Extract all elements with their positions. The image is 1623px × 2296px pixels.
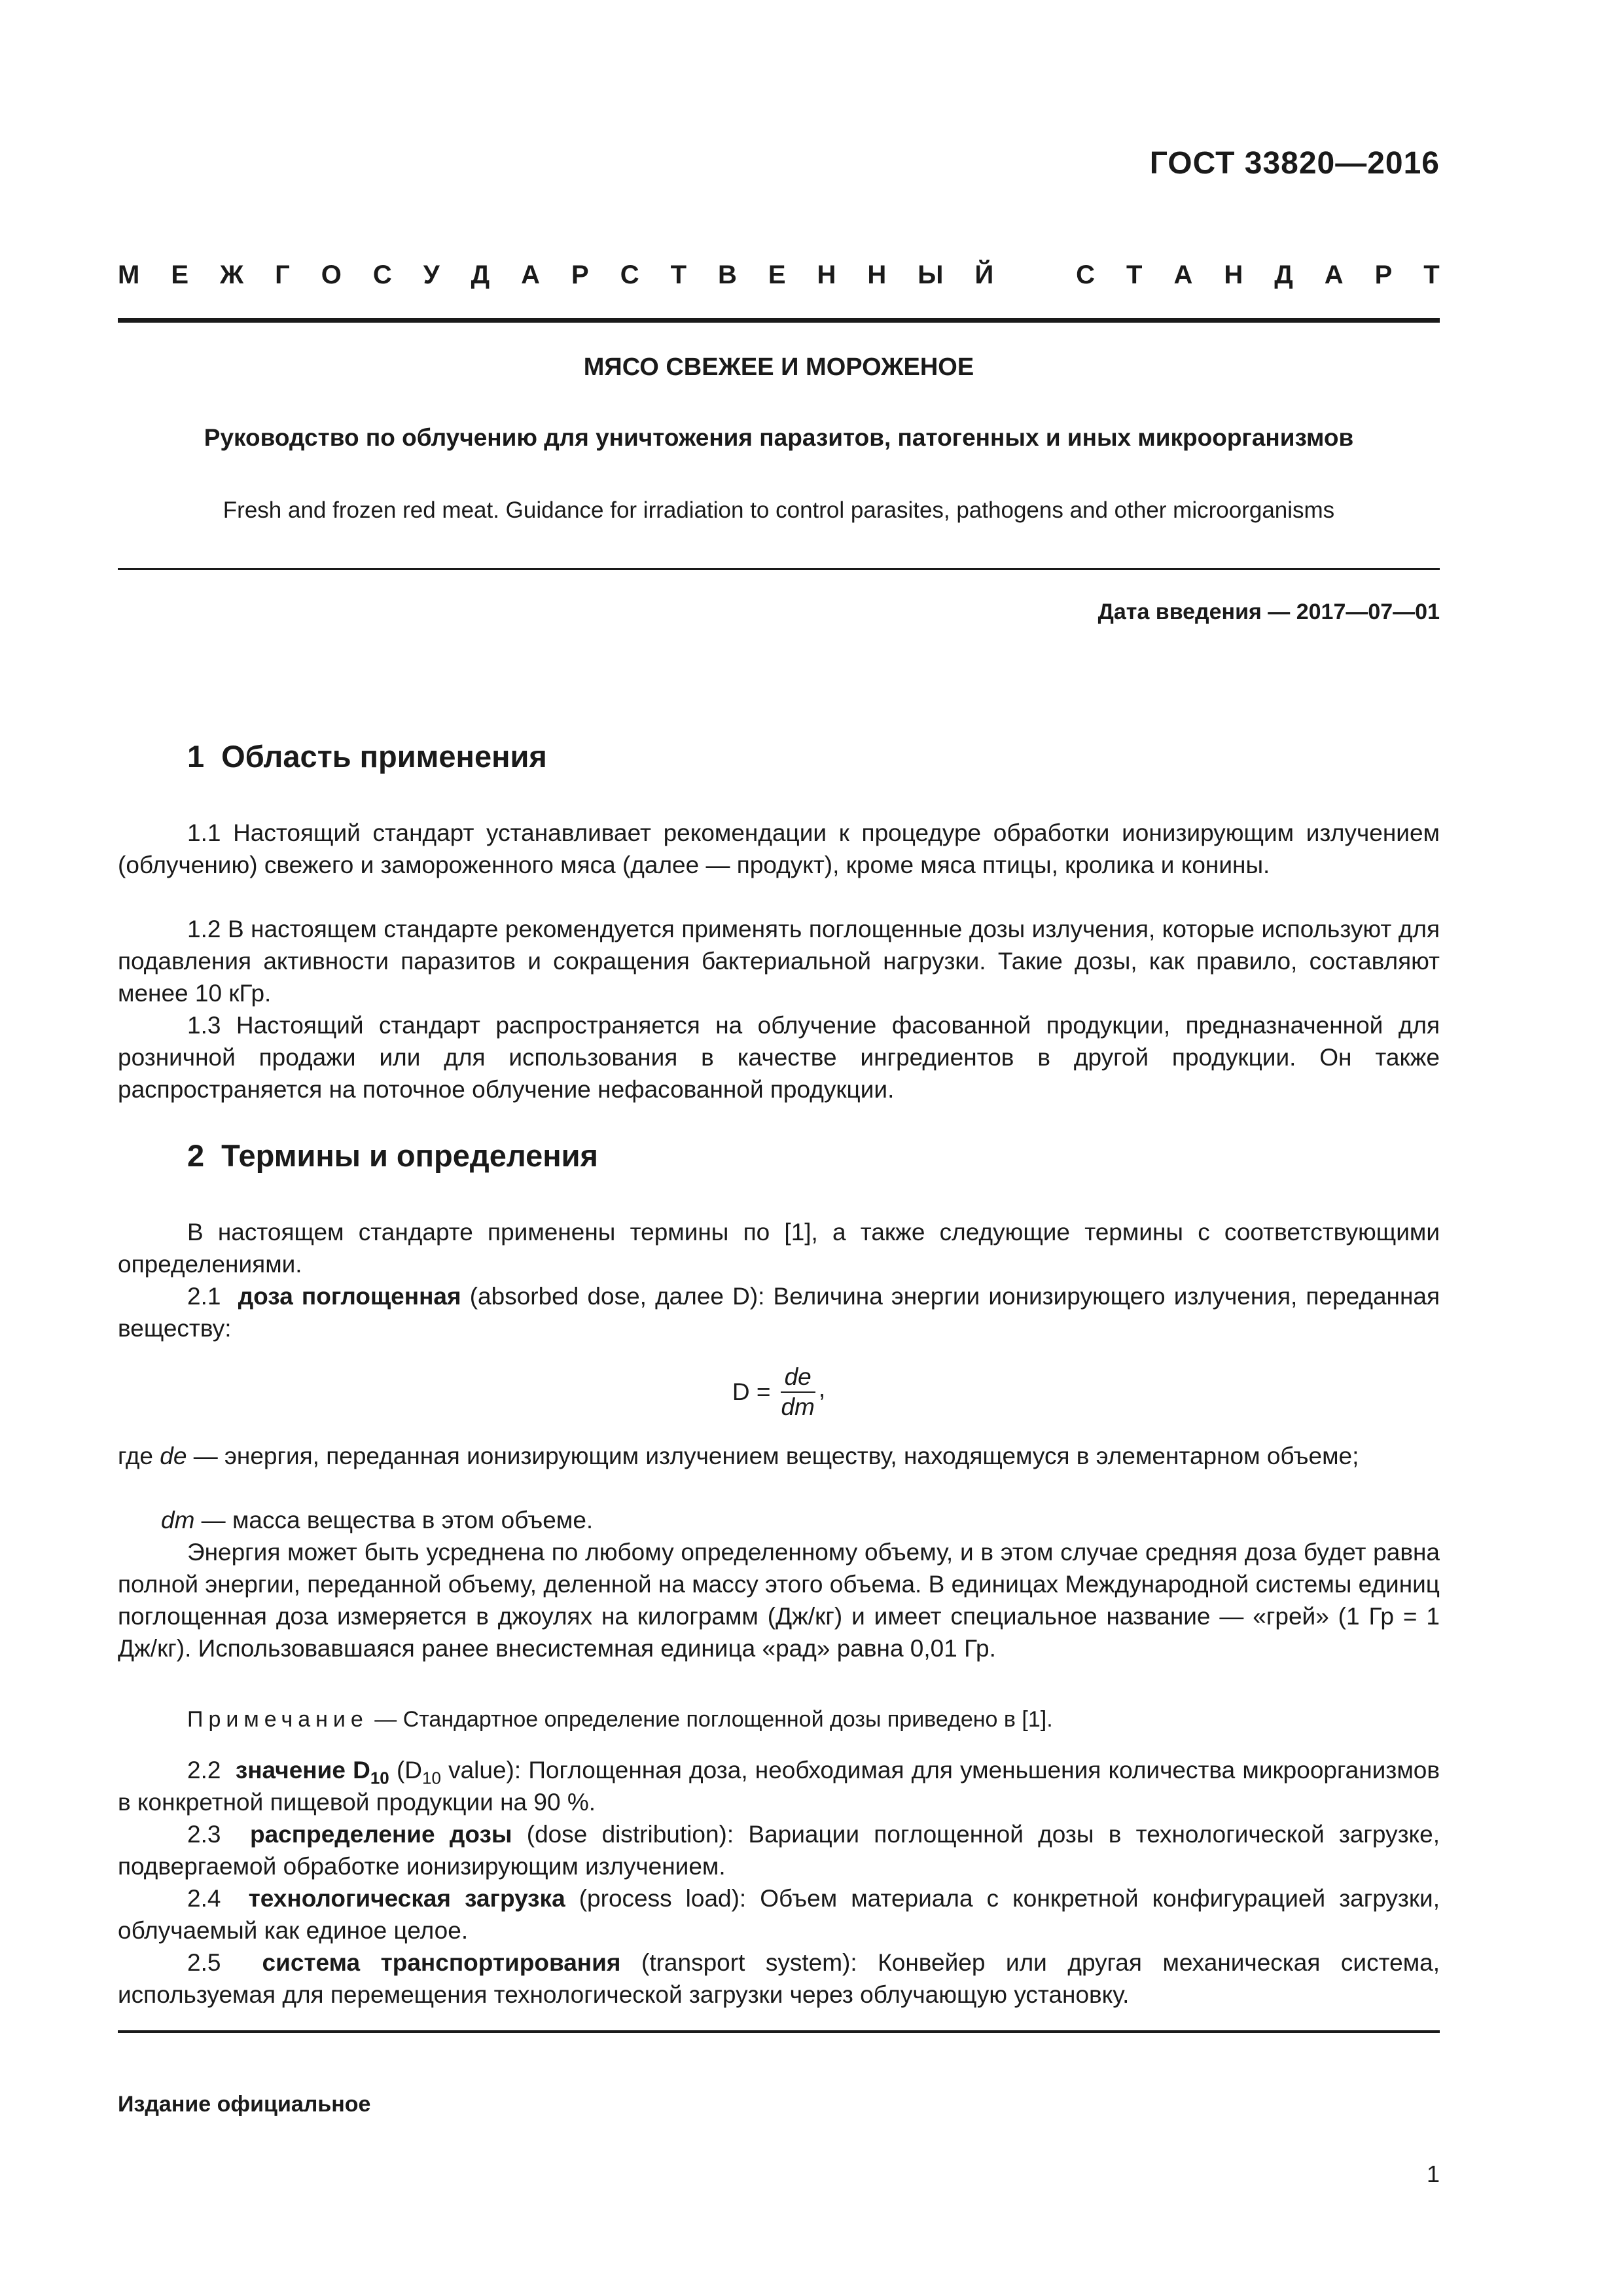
term-2-5-definition: (transport system): Конвейер или другая механическая система, используемая для перемещения технологической загрузки через облучающую установку. xyxy=(118,1949,1440,2008)
where-de-term: где de — xyxy=(118,1443,224,1469)
standard-type-letter: Н xyxy=(1224,260,1243,289)
standard-type-letter: О xyxy=(321,260,342,289)
standard-type-letter: Р xyxy=(571,260,589,289)
standard-type-letter: Т xyxy=(1126,260,1143,289)
term-2-1 xyxy=(118,1280,1440,1344)
section-2-heading xyxy=(187,1138,598,1174)
paragraph-1-3: 1.3 Настоящий стандарт распространяется на облучение фасованной продукции, предназначенной для розничной продажи или для использования в качестве ингредиентов в другой продукции. Он также распространяется на поточное облучение нефасованной продукции. xyxy=(118,1012,1440,1103)
energy-paragraph: Энергия может быть усреднена по любому определенному объему, и в этом случае средняя доза будет равна полной энергии, переданной объему, деленной на массу этого объема. В единицах Международной системы единиц поглощенная доза измеряется в джоулях на килограмм (Дж/кг) и имеет специальное название — «грей» (1 Гр = 1 Дж/кг). Использовавшаяся ранее внесистемная единица «рад» равна 0,01 Гр. xyxy=(118,1539,1440,1662)
standard-type-letter: Ж xyxy=(219,260,244,289)
note-text: — Стандартное определение поглощенной дозы приведено в [1]. xyxy=(368,1707,1053,1732)
header-rule xyxy=(118,318,1440,323)
term-2-5-name: система транспортирования xyxy=(262,1949,621,1976)
standard-type-letter: У xyxy=(423,260,440,289)
term-2-4-name: технологическая загрузка xyxy=(248,1885,565,1912)
term-2-3 xyxy=(118,1818,1440,1882)
standard-type-letter: Г xyxy=(275,260,290,289)
term-2-2-number: 2.2 xyxy=(187,1757,221,1784)
page-number: 1 xyxy=(1426,2161,1440,2187)
title-rule xyxy=(118,568,1440,570)
standard-type-letter: А xyxy=(1173,260,1193,289)
document-page xyxy=(118,0,1440,2296)
formula-where-dm xyxy=(118,1504,1440,1536)
where-dm-term: dm — xyxy=(161,1507,232,1534)
gost-number: ГОСТ 33820—2016 xyxy=(1149,146,1440,181)
term-2-2-subscript: 10 xyxy=(370,1768,389,1788)
term-2-2 xyxy=(118,1754,1440,1818)
term-2-2-definition: value): Поглощенная доза, необходимая для уменьшения количества микроорганизмов в конкретной пищевой продукции на 90 %. xyxy=(118,1757,1440,1816)
standard-type-letter: А xyxy=(521,260,541,289)
introduction-date: Дата введения — 2017—07—01 xyxy=(1097,600,1440,624)
term-2-5-number: 2.5 xyxy=(187,1949,221,1976)
term-2-2-paren: (D xyxy=(389,1757,422,1784)
document-title: МЯСО СВЕЖЕЕ И МОРОЖЕНОЕ xyxy=(583,353,974,381)
standard-type-letter: С xyxy=(1076,260,1096,289)
formula-lhs: D = xyxy=(732,1378,771,1405)
standard-type-letter: Р xyxy=(1374,260,1393,289)
standard-type-letter: Н xyxy=(817,260,836,289)
note-label: Примечание xyxy=(187,1707,368,1732)
standard-type-letter: Д xyxy=(1274,260,1293,289)
paragraph-1-1: 1.1 Настоящий стандарт устанавливает рекомендации к процедуре обработки ионизирующим излучением (облучению) свежего и замороженного мяса (далее — продукт), кроме мяса птицы, кролика и конины. xyxy=(118,819,1440,878)
term-2-2-subscript-2: 10 xyxy=(422,1768,441,1788)
standard-type-letter: Д xyxy=(471,260,490,289)
section-1-number: 1 xyxy=(187,739,205,774)
section-2-title: Термины и определения xyxy=(221,1138,598,1173)
standard-type-letter: Т xyxy=(670,260,687,289)
term-2-3-name: распределение дозы xyxy=(250,1821,512,1848)
official-edition-label: Издание официальное xyxy=(118,2092,371,2117)
standard-type-letter: Е xyxy=(171,260,188,289)
term-2-1-number: 2.1 xyxy=(187,1283,221,1310)
formula-numerator: de xyxy=(781,1363,815,1393)
term-2-1-definition: (absorbed dose, далее D): Величина энергии ионизирующего излучения, переданная веществу: xyxy=(118,1283,1440,1342)
standard-type-letter: Т xyxy=(1423,260,1440,289)
formula-fraction xyxy=(777,1363,818,1422)
section-1-heading xyxy=(187,738,547,774)
document-title-english: Fresh and frozen red meat. Guidance for irradiation to control parasites, pathogens and other microorganisms xyxy=(223,497,1335,523)
section-2-intro: В настоящем стандарте применены термины по [1], а также следующие термины с соответствующими определениями. xyxy=(118,1219,1440,1278)
formula-where-de xyxy=(118,1440,1440,1472)
where-de-definition: энергия, переданная ионизирующим излучением веществу, находящемуся в элементарном объеме; xyxy=(224,1443,1359,1469)
term-2-4-definition: (process load): Объем материала с конкретной конфигурацией загрузки, облучаемый как единое целое. xyxy=(118,1885,1440,1944)
term-2-4 xyxy=(118,1882,1440,1946)
standard-type-letter: В xyxy=(717,260,737,289)
section-2-number: 2 xyxy=(187,1138,205,1173)
term-2-1-name: доза поглощенная xyxy=(238,1283,461,1310)
footer-rule xyxy=(118,2030,1440,2033)
term-2-5 xyxy=(118,1946,1440,2011)
standard-type-letter: Ы xyxy=(918,260,944,289)
standard-type-letter: М xyxy=(118,260,140,289)
note xyxy=(187,1707,1053,1732)
formula-comma: , xyxy=(818,1375,826,1402)
dose-formula xyxy=(118,1363,1440,1422)
document-subtitle: Руководство по облучению для уничтожения паразитов, патогенных и иных микроорганизмов xyxy=(204,424,1354,451)
standard-type-letter: Н xyxy=(867,260,887,289)
term-2-3-number: 2.3 xyxy=(187,1821,221,1848)
term-2-4-number: 2.4 xyxy=(187,1885,221,1912)
section-1-title: Область применения xyxy=(221,739,547,774)
standard-type-letter: С xyxy=(372,260,392,289)
standard-type-letter: Е xyxy=(768,260,786,289)
standard-type-heading xyxy=(118,260,1440,290)
standard-type-letter: Й xyxy=(974,260,994,289)
term-2-3-definition: (dose distribution): Вариации поглощенной дозы в технологической загрузке, подвергаемой обработке ионизирующим излучением. xyxy=(118,1821,1440,1880)
where-dm-definition: масса вещества в этом объеме. xyxy=(232,1507,594,1534)
standard-type-letter: А xyxy=(1324,260,1344,289)
paragraph-1-2: 1.2 В настоящем стандарте рекомендуется применять поглощенные дозы излучения, которые используют для подавления активности паразитов и сокращения бактериальной нагрузки. Такие дозы, как правило, составляют менее 10 кГр. xyxy=(118,916,1440,1007)
standard-type-gap xyxy=(1025,260,1044,290)
term-2-2-name: значение D xyxy=(235,1757,370,1784)
formula-denominator: dm xyxy=(781,1393,815,1420)
standard-type-letter: С xyxy=(620,260,639,289)
